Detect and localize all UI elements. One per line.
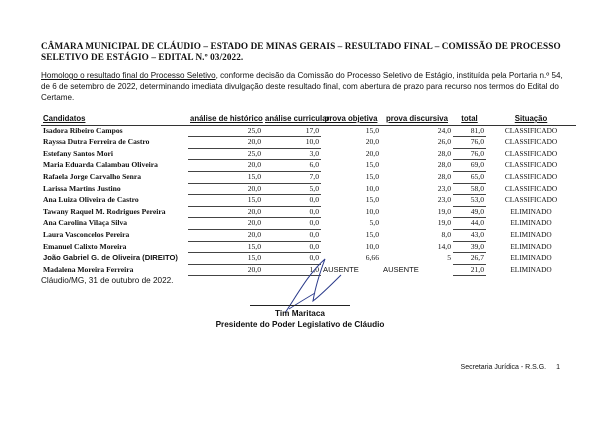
situation: CLASSIFICADO: [504, 137, 558, 147]
candidate-name: Rafaela Jorge Carvalho Senra: [43, 172, 142, 182]
table-row: [41, 137, 576, 149]
total-score: 26,7: [453, 253, 486, 265]
situation: CLASSIFICADO: [504, 148, 558, 158]
total-score: 65,0: [453, 171, 486, 183]
history-score: 20,0: [188, 264, 263, 276]
discursive-score: 14,0: [437, 241, 451, 251]
homologation-text: , conforme decisão da Comissão do Processo Seletivo de Estágio, instituída pela Portaria n.º 54, de 6 de setembro de 2022, determinando imediata divulgação deste resultado final, com abertura de prazo para recurso nos termos do Edital do Certame.: [41, 71, 563, 102]
history-score: 15,0: [188, 195, 263, 207]
curricular-score: 3,0: [263, 148, 321, 160]
objective-score: 15,0: [365, 125, 379, 135]
total-score: 43,0: [453, 229, 486, 241]
curricular-score: 0,0: [263, 195, 321, 207]
discursive-score: 28,0: [437, 172, 451, 182]
history-score: 25,0: [188, 125, 263, 137]
candidate-name: Laura Vasconcelos Pereira: [43, 230, 130, 240]
signer-block: [200, 308, 400, 330]
candidate-name: Maria Eduarda Calambau Oliveira: [43, 160, 158, 170]
situation: CLASSIFICADO: [504, 125, 558, 135]
homologation-paragraph: [41, 71, 573, 103]
header-candidates: Candidatos: [41, 114, 188, 125]
objective-score: 20,0: [365, 148, 379, 158]
situation: ELIMINADO: [510, 253, 552, 263]
handwritten-signature: [275, 255, 355, 315]
total-score: 53,0: [453, 195, 486, 207]
objective-score: 6,66: [365, 253, 379, 263]
candidate-name: Tawany Raquel M. Rodrigues Pereira: [43, 206, 166, 216]
total-score: 69,0: [453, 160, 486, 172]
candidate-name: Emanuel Calixto Moreira: [43, 241, 127, 251]
total-score: 39,0: [453, 241, 486, 253]
history-score: 15,0: [188, 253, 263, 265]
discursive-score: 28,0: [437, 160, 451, 170]
discursive-score: AUSENTE: [383, 264, 419, 274]
history-score: 20,0: [188, 183, 263, 195]
signature-line: [250, 305, 350, 306]
history-score: 20,0: [188, 218, 263, 230]
signer-name: Tim Maritaca: [275, 309, 325, 318]
footer-text: Secretaria Jurídica - R.S.G.: [460, 364, 547, 371]
discursive-score: 5: [447, 253, 451, 263]
situation: CLASSIFICADO: [504, 195, 558, 205]
table-row: [41, 183, 576, 195]
results-table: [41, 114, 576, 276]
curricular-score: 17,0: [263, 125, 321, 137]
homologation-lead: Homologo o resultado final do Processo Seletivo: [41, 71, 216, 80]
objective-score: 10,0: [365, 206, 379, 216]
curricular-score: 0,0: [263, 229, 321, 241]
table-row: [41, 125, 576, 137]
total-score: 44,0: [453, 218, 486, 230]
table-row: [41, 148, 576, 160]
history-score: 25,0: [188, 148, 263, 160]
total-score: 81,0: [453, 125, 486, 137]
candidate-name: Estefany Santos Mori: [43, 148, 114, 158]
table-row: [41, 171, 576, 183]
curricular-score: 0,0: [263, 206, 321, 218]
total-score: 49,0: [453, 206, 486, 218]
curricular-score: 5,0: [263, 183, 321, 195]
situation: CLASSIFICADO: [504, 160, 558, 170]
situation: CLASSIFICADO: [504, 172, 558, 182]
history-score: 15,0: [188, 241, 263, 253]
discursive-score: 8,0: [441, 230, 451, 240]
situation: ELIMINADO: [510, 264, 552, 274]
objective-score: AUSENTE: [323, 264, 359, 274]
candidate-name: Isadora Ribeiro Campos: [43, 125, 123, 135]
history-score: 20,0: [188, 160, 263, 172]
objective-score: 10,0: [365, 183, 379, 193]
candidate-name: Ana Luiza Oliveira de Castro: [43, 195, 139, 205]
discursive-score: 23,0: [437, 183, 451, 193]
header-history: análise de histórico: [190, 114, 263, 124]
header-objective: prova objetiva: [321, 114, 381, 125]
discursive-score: 28,0: [437, 148, 451, 158]
total-score: 58,0: [453, 183, 486, 195]
curricular-score: 6,0: [263, 160, 321, 172]
situation: ELIMINADO: [510, 230, 552, 240]
table-row: [41, 241, 576, 253]
total-score: 76,0: [453, 148, 486, 160]
candidate-name: Madalena Moreira Ferreira: [43, 264, 134, 274]
history-score: 20,0: [188, 229, 263, 241]
total-score: 76,0: [453, 137, 486, 149]
candidate-name: Larissa Martins Justino: [43, 183, 121, 193]
table-row: [41, 218, 576, 230]
objective-score: 20,0: [365, 137, 379, 147]
table-row: [41, 160, 576, 172]
curricular-score: 10,0: [263, 137, 321, 149]
header-discursive: prova discursiva: [381, 114, 453, 125]
curricular-score: 0,0: [263, 218, 321, 230]
discursive-score: 26,0: [437, 137, 451, 147]
situation: ELIMINADO: [510, 218, 552, 228]
discursive-score: 19,0: [437, 206, 451, 216]
table-header-row: [41, 114, 576, 125]
objective-score: 15,0: [365, 195, 379, 205]
discursive-score: 19,0: [437, 218, 451, 228]
history-score: 20,0: [188, 137, 263, 149]
candidate-name: Rayssa Dutra Ferreira de Castro: [43, 137, 150, 147]
objective-score: 5,0: [369, 218, 379, 228]
curricular-score: 1,0: [263, 264, 321, 276]
objective-score: 15,0: [365, 230, 379, 240]
place-date: Cláudio/MG, 31 de outubro de 2022.: [41, 276, 174, 285]
objective-score: 15,0: [365, 160, 379, 170]
objective-score: 15,0: [365, 172, 379, 182]
total-score: 21,0: [453, 264, 486, 276]
header-total: total: [453, 114, 486, 125]
discursive-score: 23,0: [437, 195, 451, 205]
curricular-score: 0,0: [263, 241, 321, 253]
signer-title: Presidente do Poder Legislativo de Cláudio: [215, 320, 385, 329]
page-footer: [461, 364, 560, 371]
situation: ELIMINADO: [510, 241, 552, 251]
table-row: [41, 229, 576, 241]
history-score: 15,0: [188, 171, 263, 183]
table-row: [41, 206, 576, 218]
document-heading: CÂMARA MUNICIPAL DE CLÁUDIO – ESTADO DE MINAS GERAIS – RESULTADO FINAL – COMISSÃO DE PROCESSO SELETIVO DE ESTÁGIO – EDITAL N.º 03/2022.: [41, 41, 561, 62]
curricular-score: 7,0: [263, 171, 321, 183]
header-situation: Situação: [486, 114, 576, 125]
discursive-score: 24,0: [437, 125, 451, 135]
curricular-score: 0,0: [263, 253, 321, 265]
situation: CLASSIFICADO: [504, 183, 558, 193]
header-curricular: análise curricular: [265, 114, 330, 124]
table-row: [41, 195, 576, 207]
candidate-name: João Gabriel G. de Oliveira (DIREITO): [43, 253, 178, 263]
candidate-name: Ana Carolina Vilaça Silva: [43, 218, 128, 228]
history-score: 20,0: [188, 206, 263, 218]
situation: ELIMINADO: [510, 206, 552, 216]
objective-score: 10,0: [365, 241, 379, 251]
page-number: 1: [556, 364, 560, 371]
